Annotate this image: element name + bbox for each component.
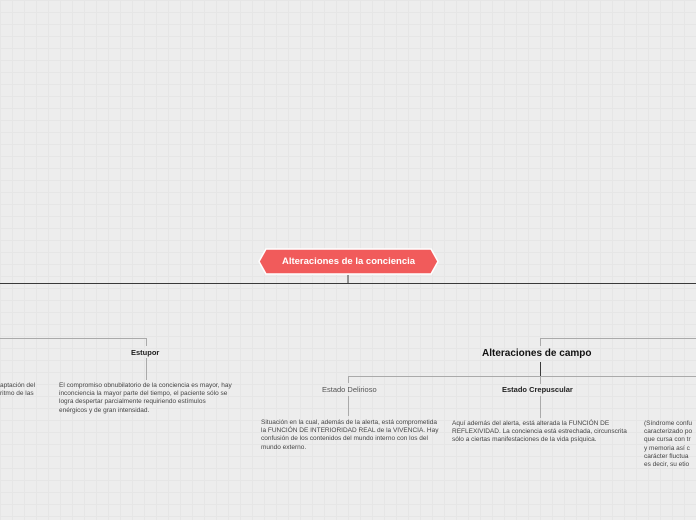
crepuscular-title[interactable]: Estado Crepuscular [502, 385, 573, 394]
right-cut-line-2: caracterizado po [644, 428, 693, 436]
campo-children-connector [349, 377, 696, 384]
right-cut-line-4: y memoria así c [644, 444, 690, 452]
campo-title[interactable]: Alteraciones de campo [482, 348, 592, 359]
central-topic-label: Alteraciones de la conciencia [281, 256, 416, 267]
left-cut-description[interactable] [0, 382, 44, 398]
estupor-description[interactable]: El compromiso obnubilatorio de la conciencia es mayor, hay inconciencia la mayor parte del tiempo, el paciente sólo se logra despertar parcialmente requiriendo estímulos enérgicos y de gran intensidad. [59, 382, 232, 414]
right-cut-description[interactable] [644, 420, 696, 469]
left-cut-line-2: ritmo de las [0, 390, 34, 398]
estupor-connector [0, 339, 147, 347]
crepuscular-description[interactable]: Aquí además del alerta, está alterada la FUNCIÓN DE REFLEXIVIDAD. La conciencia está estrechada, circunscrita sólo a ciertas manifestaciones de la vida psíquica. [452, 420, 627, 444]
delirioso-title[interactable]: Estado Delirioso [322, 385, 377, 394]
right-cut-line-6: es decir, su etio [644, 461, 690, 469]
right-cut-line-5: carácter fluctua [644, 452, 689, 460]
right-cut-line-3: que cursa con tr [644, 436, 691, 444]
campo-connector [541, 339, 696, 347]
left-cut-line-1: aptación del [0, 382, 36, 389]
delirioso-description[interactable]: Situación en la cual, además de la alerta, está comprometida la FUNCIÓN DE INTERIORIDAD REAL de la VIVENCIA. Hay confusión de los contenidos del mundo interno con los del mundo externo. [261, 419, 439, 451]
central-topic[interactable] [258, 248, 439, 275]
estupor-title[interactable]: Estupor [131, 348, 160, 357]
right-cut-line-1: (Síndrome confu [644, 420, 693, 427]
